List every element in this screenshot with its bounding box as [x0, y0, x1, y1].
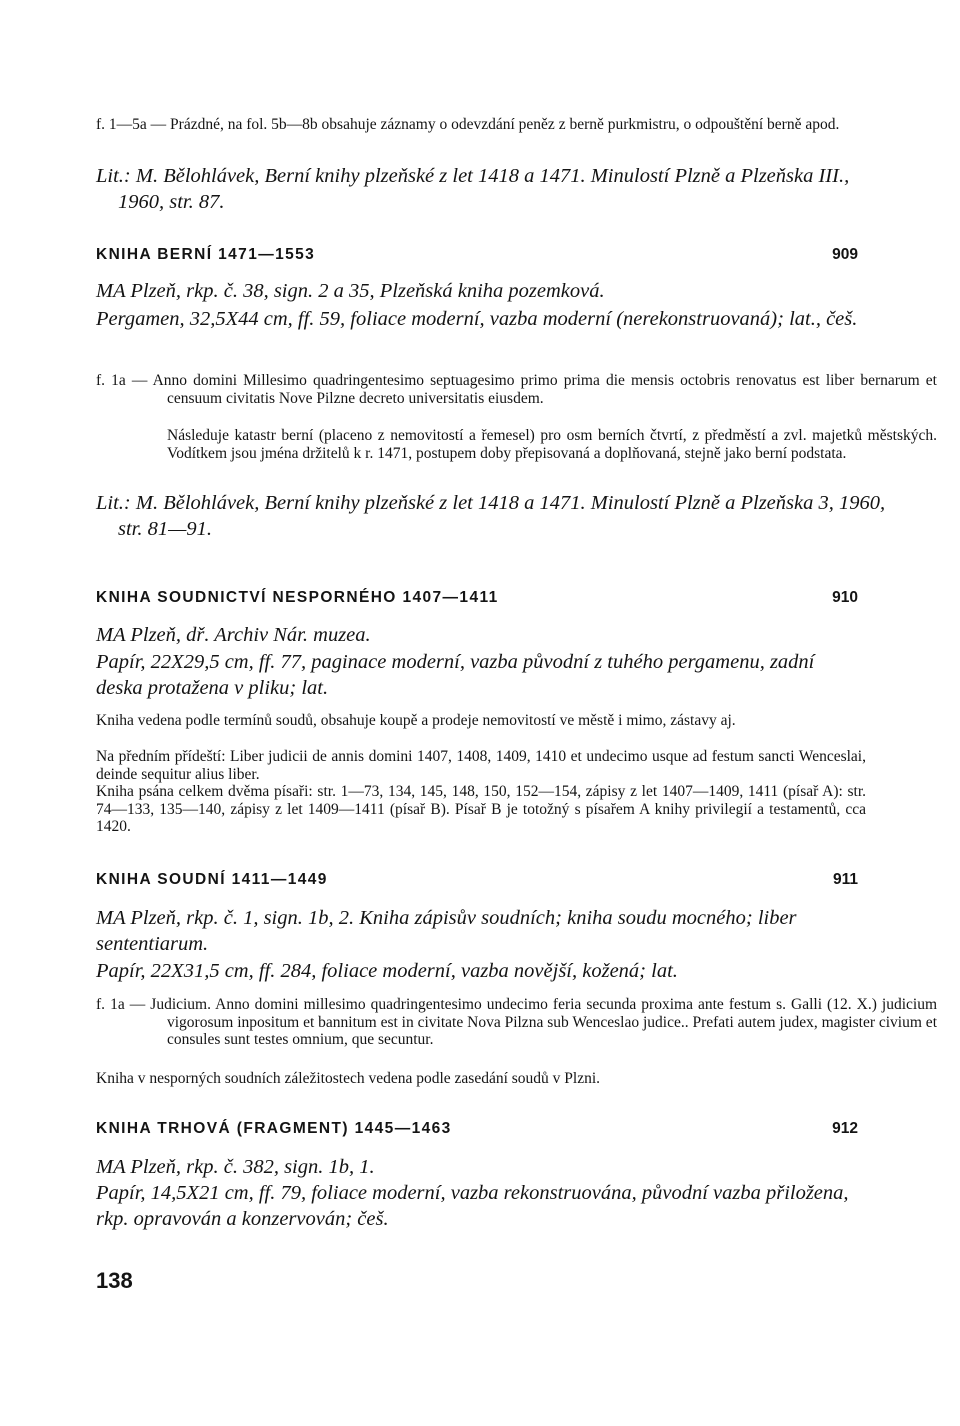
entry-910-paragraph-1: Kniha vedena podle termínů soudů, obsahuje koupě a prodeje nemovitostí ve městě i mimo, zástavy aj.: [96, 712, 736, 729]
entry-909-item-f: f. 1a — Anno domini Millesimo quadringentesimo septuagesimo primo prima die mensis octobris renovatus est liber bernarum et censuum civitatis Nove Pilzne decreto universitatis eiusdem.: [96, 372, 937, 407]
entry-910-heading: [96, 589, 858, 607]
entry-911-material: Papír, 22X31,5 cm, ff. 284, foliace moderní, vazba novější, kožená; lat.: [96, 960, 678, 982]
top-literature: Lit.: M. Bělohlávek, Berní knihy plzeňské z let 1418 a 1471. Minulostí Plzně a Plzeňska III., 1960, str. 87.: [96, 165, 850, 213]
entry-910-material: Papír, 22X29,5 cm, ff. 77, paginace moderní, vazba původní z tuhého pergamenu, zadní deska protažena v pliku; lat.: [96, 651, 815, 699]
entry-909-material: Pergamen, 32,5X44 cm, ff. 59, foliace moderní, vazba moderní (nerekonstruovaná); lat., češ.: [96, 308, 858, 330]
entry-title: KNIHA BERNÍ 1471—1553: [96, 246, 316, 263]
entry-911-heading: [96, 871, 858, 889]
page-number: 138: [96, 1268, 133, 1293]
entry-title: KNIHA TRHOVÁ (FRAGMENT) 1445—1463: [96, 1120, 452, 1137]
entry-910-shelfmark: MA Plzeň, dř. Archiv Nár. muzea.: [96, 624, 371, 646]
entry-909-literature: Lit.: M. Bělohlávek, Berní knihy plzeňské z let 1418 a 1471. Minulostí Plzně a Plzeňska 3, 1960, str. 81—91.: [96, 492, 886, 540]
entry-910-paragraph-3: Kniha psána celkem dvěma písaři: str. 1—73, 134, 145, 148, 150, 152—154, zápisy z let 1407—1409, 1411 (písař A): str. 74—133, 135—140, zápisy z let 1409—1411 (písař B). Písař B je totožný s písařem A knihy privilegií a testamentů, cca 1420.: [96, 783, 866, 835]
entry-909-note: Následuje katastr berní (placeno z nemovitostí a řemesel) pro osm berních čtvrtí, z předměstí a zvl. majetků městských. Vodítkem jsou jména držitelů k r. 1471, postupem doby přepisovaná a doplňovaná, stejně jako berní podstata.: [167, 427, 937, 462]
entry-909-heading: [96, 246, 858, 264]
entry-number: 909: [832, 246, 858, 263]
entry-909-shelfmark: MA Plzeň, rkp. č. 38, sign. 2 a 35, Plzeňská kniha pozemková.: [96, 280, 605, 302]
entry-911-note: Kniha v nesporných soudních záležitostech vedena podle zasedání soudů v Plzni.: [96, 1070, 601, 1087]
entry-number: 910: [832, 589, 858, 606]
entry-912-shelfmark: MA Plzeň, rkp. č. 382, sign. 1b, 1.: [96, 1156, 375, 1178]
entry-910-paragraph-2: Na předním přídeští: Liber judicii de annis domini 1407, 1408, 1409, 1410 et undecimo usque ad festum sancti Wenceslai, deinde sequitur alius liber.: [96, 748, 866, 783]
entry-911-item-f: f. 1a — Judicium. Anno domini millesimo quadringentesimo undecimo feria secunda proxima ante festum s. Galli (12. X.) judicium vigorosum inpositum et bannitum est in civitate Nova Pilzna sub Wenceslao judice.. Prefati autem judex, magister civium et consules sunt testes omnium, que secuntur.: [96, 996, 937, 1048]
entry-912-material: Papír, 14,5X21 cm, ff. 79, foliace moderní, vazba rekonstruována, původní vazba přiložena, rkp. opravován a konzervován; češ.: [96, 1182, 849, 1230]
entry-912-heading: [96, 1120, 858, 1138]
entry-911-shelfmark: MA Plzeň, rkp. č. 1, sign. 1b, 2. Kniha zápisův soudních; kniha soudu mocného; liber sententiarum.: [96, 907, 797, 955]
top-item-f: f. 1—5a — Prázdné, na fol. 5b—8b obsahuje záznamy o odevzdání peněz z berně purkmistru, o odpouštění berně apod.: [96, 116, 840, 133]
entry-number: 911: [832, 871, 858, 888]
entry-title: KNIHA SOUDNÍ 1411—1449: [96, 871, 328, 888]
entry-title: KNIHA SOUDNICTVÍ NESPORNÉHO 1407—1411: [96, 589, 499, 606]
entry-number: 912: [832, 1120, 858, 1137]
